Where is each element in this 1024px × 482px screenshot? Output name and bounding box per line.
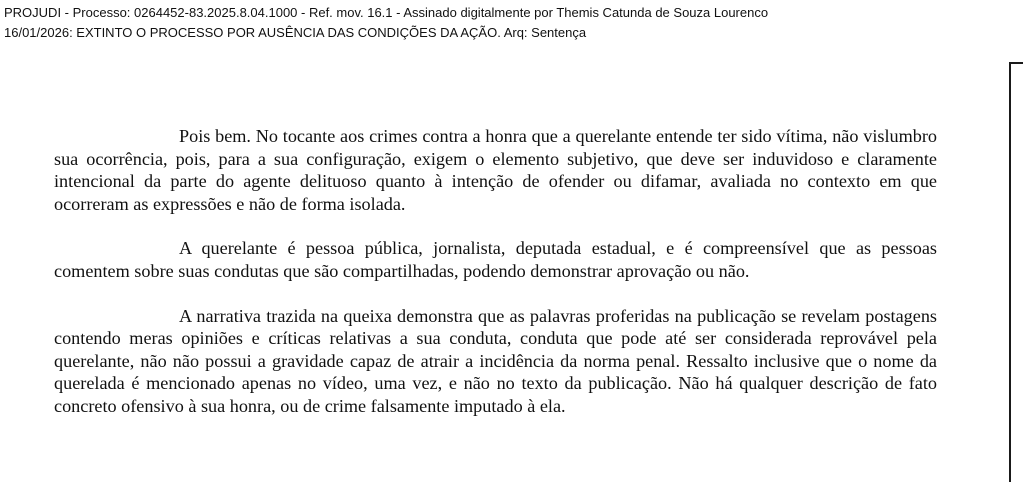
header-process-line: PROJUDI - Processo: 0264452-83.2025.8.04.1000 - Ref. mov. 16.1 - Assinado digitalmente por Themis Catunda de Souza Lourenco: [4, 5, 769, 20]
document-header: [4, 3, 768, 43]
paragraph-crimes-honra: Pois bem. No tocante aos crimes contra a honra que a querelante entende ter sido vítima, não vislumbro sua ocorrência, pois, para a sua configuração, exigem o elemento subjetivo, que deve ser induvidoso e claramente intencional da parte do agente delituoso quanto à intenção de ofender ou difamar, avaliada no contexto em que ocorreram as expressões e não de forma isolada.: [54, 126, 937, 214]
document-body: [54, 125, 937, 418]
page-edge-frame: [1009, 62, 1023, 482]
paragraph-pessoa-publica: A querelante é pessoa pública, jornalista, deputada estadual, e é compreensível que as pessoas comentem sobre suas condutas que são compartilhadas, podendo demonstrar aprovação ou não.: [54, 238, 937, 281]
header-status-line: 16/01/2026: EXTINTO O PROCESSO POR AUSÊNCIA DAS CONDIÇÕES DA AÇÃO. Arq: Sentença: [4, 25, 587, 40]
paragraph-narrativa-queixa: A narrativa trazida na queixa demonstra que as palavras proferidas na publicação se revelam postagens contendo meras opiniões e críticas relativas a sua conduta, conduta que pode até ser considerada reprovável pela querelante, não não possui a gravidade capaz de atrair a incidência da norma penal. Ressalto inclusive que o nome da querelada é mencionado apenas no vídeo, uma vez, e não no texto da publicação. Não há qualquer descrição de fato concreto ofensivo à sua honra, ou de crime falsamente imputado à ela.: [54, 305, 937, 416]
